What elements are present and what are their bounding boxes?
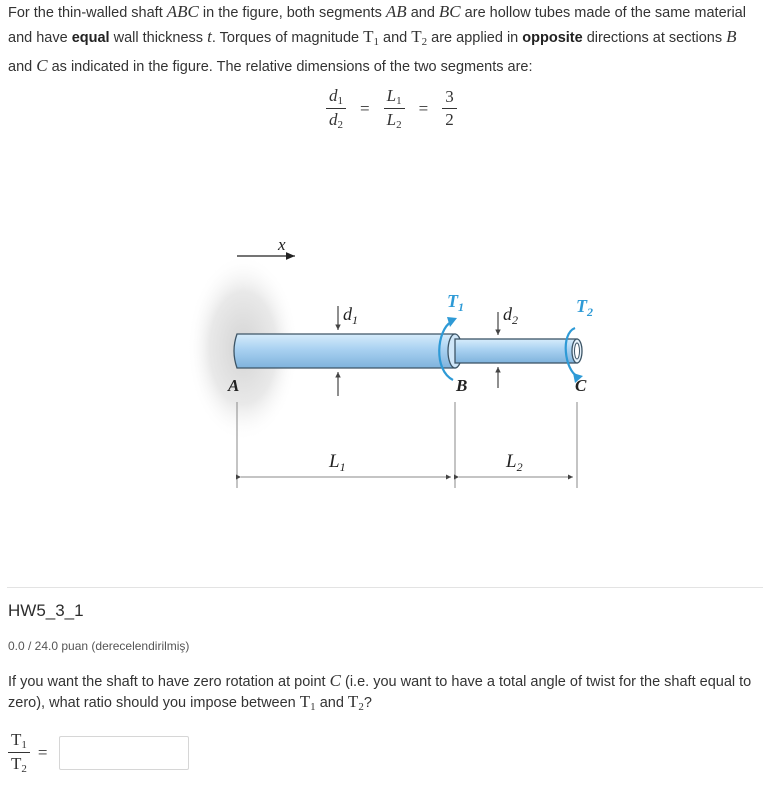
equals-sign: = bbox=[418, 98, 429, 118]
math-abc: ABC bbox=[166, 2, 199, 21]
torque-t1-label: $T_1$ bbox=[447, 291, 464, 314]
point-b-label: B bbox=[456, 376, 468, 395]
emphasis-equal: equal bbox=[71, 30, 110, 46]
dimension-ratio-equation bbox=[326, 86, 457, 131]
answer-row bbox=[8, 730, 189, 775]
x-axis-label: x bbox=[278, 235, 286, 254]
question-title: HW5_3_1 bbox=[8, 601, 84, 620]
torque-t2-label: $T_2$ bbox=[576, 296, 593, 319]
math-t2: $T_2$ bbox=[411, 27, 428, 48]
l2-label: $L_2$ bbox=[506, 451, 523, 474]
math-t1: $T_1$ bbox=[363, 27, 379, 48]
fraction-d1-d2: $\frac{d_1}{d_2}$ bbox=[326, 86, 346, 131]
segment-bc bbox=[455, 339, 582, 363]
shaft-figure bbox=[185, 230, 615, 500]
answer-input[interactable] bbox=[59, 736, 189, 770]
equals-sign: = bbox=[360, 98, 370, 118]
d2-label: $d_2$ bbox=[503, 304, 518, 327]
math-t2: $T_2$ bbox=[347, 692, 364, 713]
emphasis-opposite: opposite bbox=[522, 30, 583, 46]
fraction-l1-l2: $\frac{L_1}{L_2}$ bbox=[384, 86, 405, 131]
point-c-label: C bbox=[575, 376, 587, 395]
d1-label: $d_1$ bbox=[343, 304, 358, 327]
math-bc: BC bbox=[438, 2, 461, 21]
point-a-label: A bbox=[228, 376, 240, 395]
l1-label: $L_1$ bbox=[329, 451, 346, 474]
math-c: C bbox=[329, 671, 341, 690]
math-t1: $T_1$ bbox=[299, 692, 316, 713]
answer-fraction-t1-t2: $\frac{T_1}{T_2}$ bbox=[8, 730, 30, 775]
question-text: If you want the shaft to have zero rotation at point C (i.e. you want to have a total angle of twist for the shaft equal to zero), what ratio should you impose between $T_1$ and $T_2$? bbox=[8, 671, 752, 713]
math-c: C bbox=[36, 56, 48, 75]
math-b: B bbox=[726, 27, 737, 46]
math-t: t bbox=[207, 27, 212, 46]
score-label: 0.0 / 24.0 puan (derecelendirilmiş) bbox=[8, 639, 190, 653]
math-ab: AB bbox=[385, 2, 407, 21]
section-divider bbox=[7, 587, 763, 588]
torque-t1-arrowhead bbox=[447, 317, 457, 327]
fraction-3-2: $\frac{3}{2}$ bbox=[442, 87, 457, 130]
segment-ab bbox=[234, 334, 455, 368]
equals-sign: = bbox=[37, 742, 48, 762]
problem-statement: For the thin-walled shaft ABC in the figure, both segments AB and BC are hollow tubes made of the same material and have equal wall thickness t. Torques of magnitude $T_1$ and $T_2$ are applied in opposite directions at sections B and C as indicated in the figure. The relative dimensions of the two segments are: bbox=[8, 2, 746, 75]
